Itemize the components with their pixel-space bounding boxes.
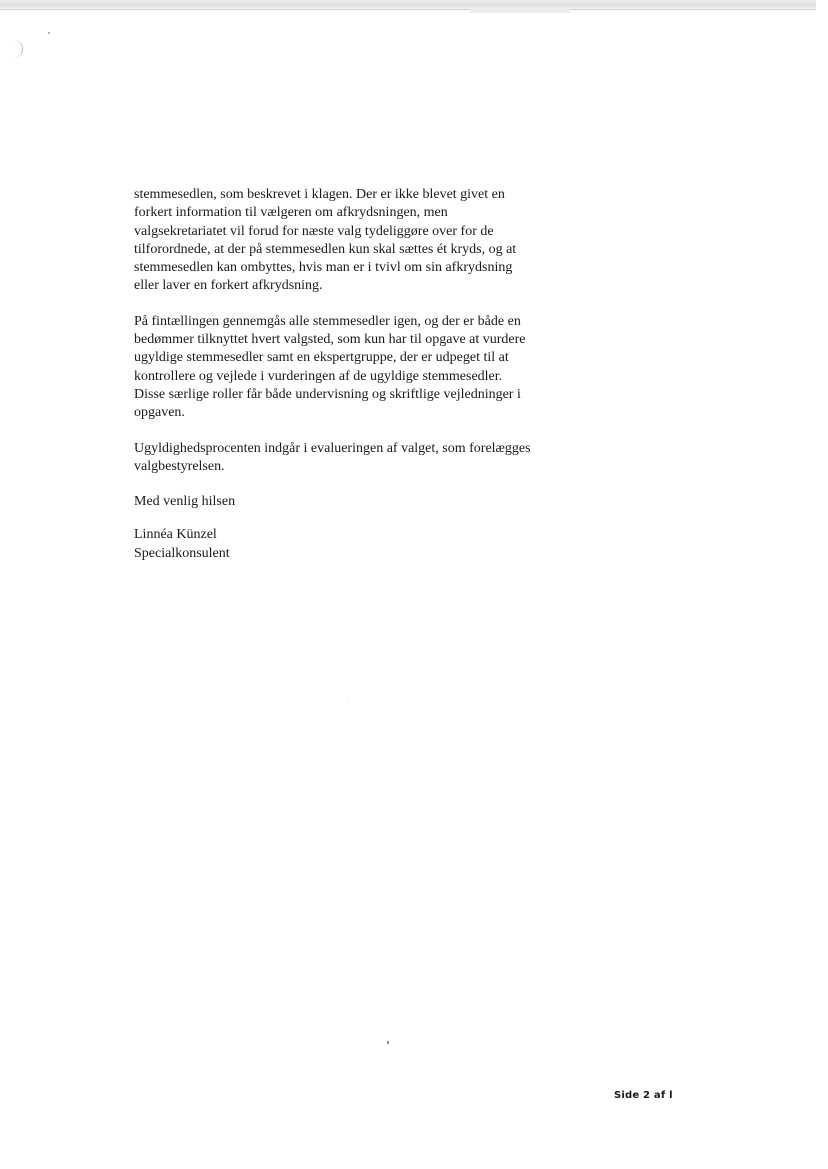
paragraph-invalid-percentage: Ugyldighedsprocenten indgår i evalueringen af valget, som forelægges valgbestyrelsen. [134,440,531,474]
letter-body [134,186,604,563]
signature-name: Linnéa Künzel [134,527,217,543]
closing-greeting: Med venlig hilsen [134,494,236,510]
paragraph-ballot-marking: stemmesedlen, som beskrevet i klagen. Der er ikke blevet givet en forkert information til vælgeren om afkrydsningen, men valgsekretariatet vil forud for næste valg tydeliggøre over for de tilforordnede, at der på stemmesedlen kun skal sættes ét kryds, og at stemmesedlen kan ombyttes, hvis man er i tvivl om sin afkrydsning eller laver en forkert afkrydsning. [134,187,517,294]
page-number: Side 2 af l [614,1090,673,1101]
signature-title: Specialkonsulent [134,545,230,561]
scan-margin-mark [12,40,23,58]
scan-speck [348,697,349,698]
scan-speck [48,32,50,34]
scan-speck [387,1041,389,1044]
paragraph-recount: På fintællingen gennemgås alle stemmesedler igen, og der er både en bedømmer tilknyttet hvert valgsted, som kun har til opgave at vurdere ugyldige stemmesedler samt en ekspertgruppe, der er udpeget til at kontrollere og vejlede i vurderingen af de ugyldige stemmesedler. Disse særlige roller får både undervisning og skriftlige vejledninger i opgaven. [134,313,526,421]
scan-top-edge [0,0,816,10]
